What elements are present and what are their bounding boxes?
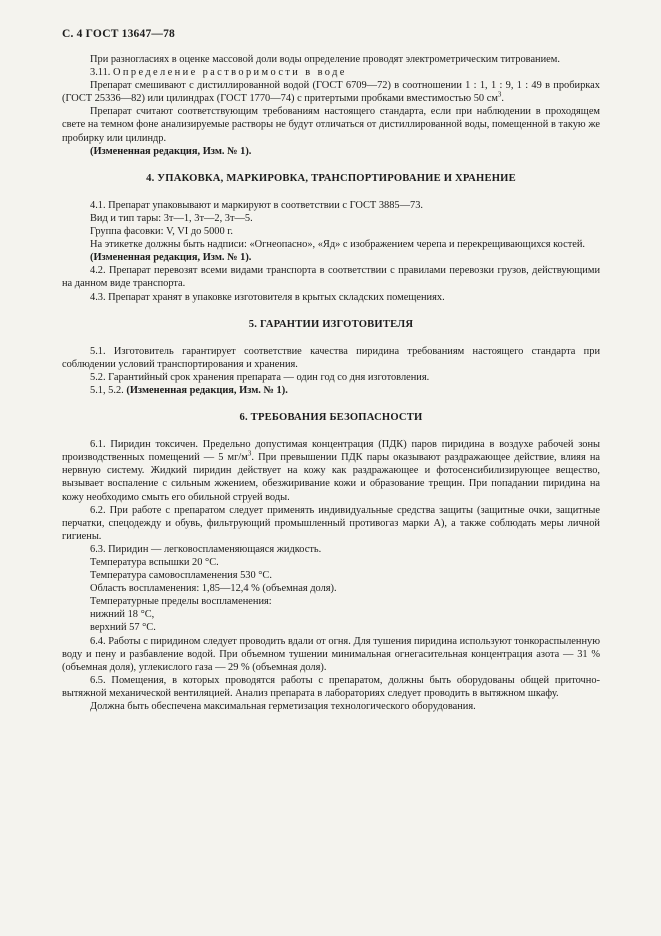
paragraph-6-3: 6.3. Пиридин — легковоспламеняющаяся жидкость. bbox=[90, 543, 322, 555]
paragraph-4-1-packing: Группа фасовки: V, VI до 5000 г. bbox=[90, 226, 233, 238]
paragraph-6-3-limits: Температурные пределы воспламенения: bbox=[90, 596, 272, 608]
section-4-title: 4. УПАКОВКА, МАРКИРОВКА, ТРАНСПОРТИРОВАНИЕ И ХРАНЕНИЕ bbox=[146, 172, 516, 184]
method-text-end: . bbox=[501, 93, 505, 105]
paragraph-5-2: 5.2. Гарантийный срок хранения препарата — один год со дня изготовления. bbox=[90, 371, 430, 383]
toxicity-text-end: . При превышении ПДК пары оказывают раздражающее действие, влияя на нервную систему. Жидкий пиридин действует на кожу как раздражающее и фотосенсибилизирующее вещество, вызывает воспаление с сильным жжением, обезжиривание кожи и образование трещин. При попадании пиридина на кожу необходимо смыть его обильной струей воды. bbox=[62, 452, 601, 503]
paragraph-6-3-flash: Температура вспышки 20 °С. bbox=[90, 557, 219, 568]
clause-title: Определение растворимости в воде bbox=[113, 67, 347, 79]
paragraph-4-2: 4.2. Препарат перевозят всеми видами транспорта в соответствии с правилами перевозки грузов, действующими на данном виде транспорта. bbox=[62, 265, 600, 290]
clause-number: 3.11. bbox=[90, 67, 111, 79]
amendment-note: (Измененная редакция, Изм. № 1). bbox=[90, 252, 252, 264]
paragraph-6-5-sealing: Должна быть обеспечена максимальная герметизация технологического оборудования. bbox=[90, 701, 476, 713]
paragraph-4-1-container: Вид и тип тары: 3т—1, 3т—2, 3т—5. bbox=[90, 212, 253, 224]
paragraph-6-2: 6.2. При работе с препаратом следует применять индивидуальные средства защиты (защитные очки, защитные перчатки, спецодежду и обувь, фильтрующий промышленный противогаз марки А), а также соблюдать меры личной гигиены. bbox=[62, 504, 600, 542]
toxicity-text: 6.1. Пиридин токсичен. Предельно допустимая концентрация (ПДК) паров пиридина в воздухе рабочей зоны производственных помещений — 5 мг/м bbox=[62, 439, 600, 464]
paragraph-6-3-autoignition: Температура самовоспламенения 530 °С. bbox=[90, 570, 272, 582]
section-6-title: 6. ТРЕБОВАНИЯ БЕЗОПАСНОСТИ bbox=[239, 412, 423, 424]
paragraph-5-amendment bbox=[62, 384, 600, 397]
paragraph-6-1 bbox=[62, 438, 600, 503]
paragraph-6-5: 6.5. Помещения, в которых проводятся работы с препаратом, должны быть оборудованы общей приточно-вытяжной механической вентиляцией. Анализ препарата в лабораториях следует проводить в вытяжном шкафу. bbox=[62, 674, 600, 699]
paragraph-3-10-end: При разногласиях в оценке массовой доли воды определение проводят электрометрическим титрованием. bbox=[90, 54, 560, 65]
paragraph-5-1: 5.1. Изготовитель гарантирует соответствие качества пиридина требованиям настоящего стандарта при соблюдении условий транспортирования и хранения. bbox=[62, 345, 600, 370]
paragraph-3-11-heading bbox=[62, 66, 600, 79]
method-text: Препарат смешивают с дистиллированной водой (ГОСТ 6709—72) в соотношении 1 : 1, 1 : 9, 1 : 49 в пробирках (ГОСТ 25336—82) или цилиндрах (ГОСТ 1770—74) с притертыми пробками вместимостью 50 см bbox=[62, 80, 600, 105]
paragraph-6-4: 6.4. Работы с пиридином следует проводить вдали от огня. Для тушения пиридина используют тонкораспыленную воду и пену и разбавление водой. При объемном тушении минимальная огнегасительная концентрация азота — 31 % (объемная доля), углекислого газа — 29 % (объемная доля). bbox=[62, 635, 600, 673]
paragraph-3-11-method bbox=[62, 79, 600, 105]
section-5-title: 5. ГАРАНТИИ ИЗГОТОВИТЕЛЯ bbox=[248, 318, 414, 330]
superscript: 3 bbox=[497, 90, 502, 99]
amendment-note: (Измененная редакция, Изм. № 1). bbox=[126, 384, 288, 396]
paragraph-6-3-lower: нижний 18 °С, bbox=[90, 609, 155, 621]
paragraph-4-1: 4.1. Препарат упаковывают и маркируют в соответствии с ГОСТ 3885—73. bbox=[90, 199, 423, 211]
document-body bbox=[62, 53, 600, 713]
paragraph-4-3: 4.3. Препарат хранят в упаковке изготовителя в крытых складских помещениях. bbox=[90, 291, 445, 303]
clause-numbers: 5.1, 5.2. bbox=[90, 384, 124, 396]
amendment-note: (Измененная редакция, Изм. № 1). bbox=[90, 145, 252, 157]
paragraph-4-1-label: На этикетке должны быть надписи: «Огнеопасно», «Яд» с изображением черепа и перекрещивающихся костей. bbox=[90, 239, 586, 251]
page-header: С. 4 ГОСТ 13647—78 bbox=[62, 28, 175, 40]
paragraph-6-3-upper: верхний 57 °С. bbox=[90, 622, 156, 634]
superscript: 3 bbox=[247, 449, 252, 458]
paragraph-3-11-criteria: Препарат считают соответствующим требованиям настоящего стандарта, если при наблюдении в проходящем свете на темном фоне анализируемые растворы не будут отличаться от дистиллированной воды, помещенной в такую же пробирку или цилиндр. bbox=[62, 106, 600, 144]
paragraph-6-3-range: Область воспламенения: 1,85—12,4 % (объемная доля). bbox=[90, 583, 337, 595]
